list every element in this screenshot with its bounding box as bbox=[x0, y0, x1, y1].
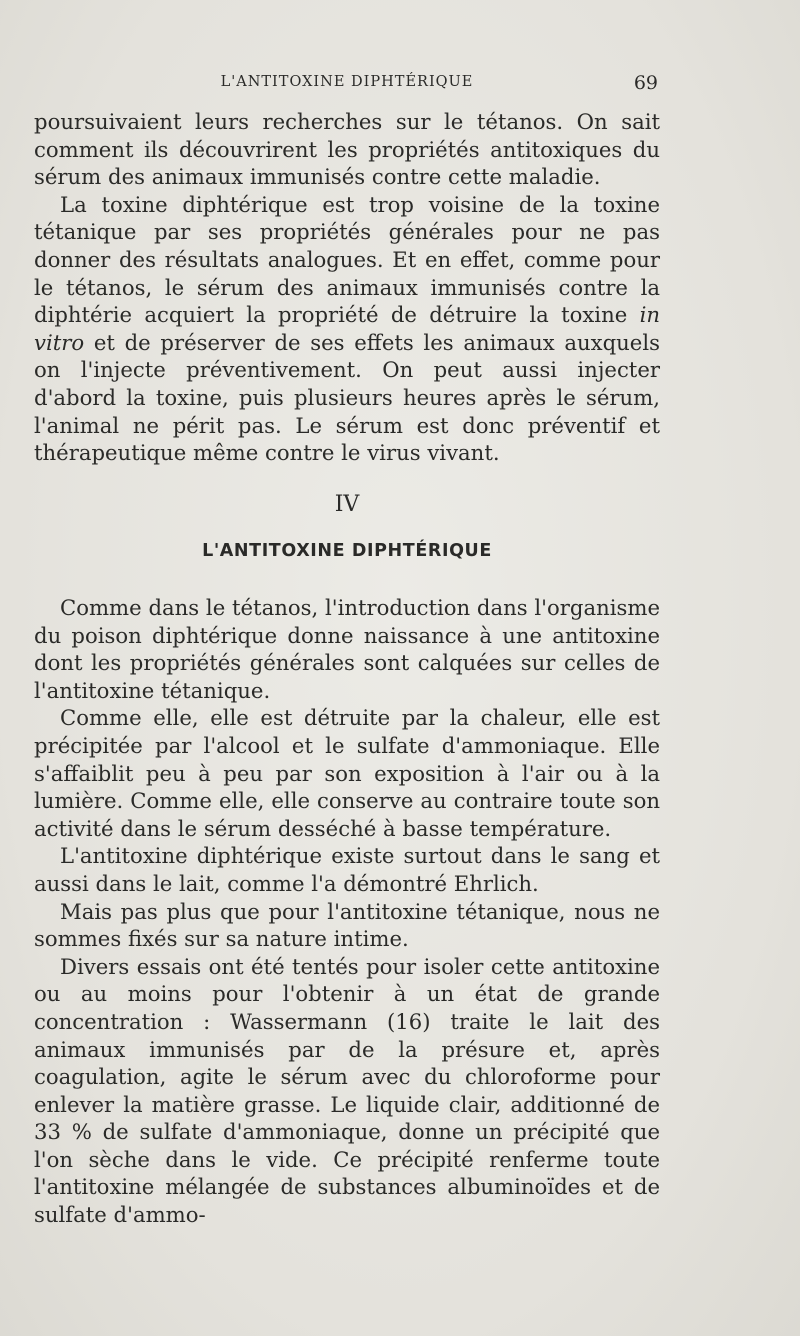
paragraph: L'antitoxine diphtérique existe surtout dans le sang et aussi dans le lait, comme l'a démontré Ehrlich. bbox=[34, 843, 660, 896]
section-title: L'ANTITOXINE DIPHTÉRIQUE bbox=[202, 541, 492, 561]
paragraph: poursuivaient leurs recherches sur le tétanos. On sait comment ils découvrirent les propriétés antitoxiques du sérum des animaux immunisés contre cette maladie. bbox=[34, 109, 660, 190]
section-text bbox=[34, 594, 660, 1229]
paragraph-text: et de préserver de ses effets les animaux auxquels on l'injecte préventivement. On peut aussi injecter d'abord la toxine, puis plusieurs heures après le sérum, l'animal ne périt pas. Le sérum est donc préventif et thérapeutique même contre le virus vivant. bbox=[34, 329, 660, 466]
page-header bbox=[34, 74, 660, 100]
italic-term: in vitro bbox=[34, 302, 660, 355]
page-number: 69 bbox=[633, 72, 658, 94]
section-number: IV bbox=[334, 492, 360, 517]
paragraph: Mais pas plus que pour l'antitoxine tétanique, nous ne sommes fixés sur sa nature intime. bbox=[34, 898, 660, 952]
intro-text bbox=[34, 108, 660, 467]
paragraph: Comme elle, elle est détruite par la chaleur, elle est précipitée par l'alcool et le sulfate d'ammoniaque. Elle s'affaiblit peu à peu par son exposition à l'air ou à la lumière. Comme elle, elle conserve au contraire toute son activité dans le sérum desséché à basse température. bbox=[34, 705, 660, 841]
paragraph: Comme dans le tétanos, l'introduction dans l'organisme du poison diphtérique donne naissance à une antitoxine dont les propriétés générales sont calquées sur celles de l'antitoxine tétanique. bbox=[34, 595, 660, 703]
running-head: L'ANTITOXINE DIPHTÉRIQUE bbox=[220, 74, 474, 90]
paragraph: Divers essais ont été tentés pour isoler cette antitoxine ou au moins pour l'obtenir à un état de grande concentration : Wassermann (16) traite le lait des animaux immunisés par de la présure et, après coagulation, agite le sérum avec du chloroforme pour enlever la matière grasse. Le liquide clair, additionné de 33 % de sulfate d'ammoniaque, donne un précipité que l'on sèche dans le vide. Ce précipité renferme toute l'antitoxine mélangée de substances albuminoïdes et de sulfate d'ammo- bbox=[34, 953, 660, 1228]
paragraph bbox=[34, 191, 660, 467]
paragraph-text: La toxine diphtérique est trop voisine de la toxine tétanique par ses propriétés générales pour ne pas donner des résultats analogues. Et en effet, comme pour le tétanos, le sérum des animaux immunisés contre la diphtérie acquiert la propriété de détruire la toxine bbox=[34, 191, 660, 328]
